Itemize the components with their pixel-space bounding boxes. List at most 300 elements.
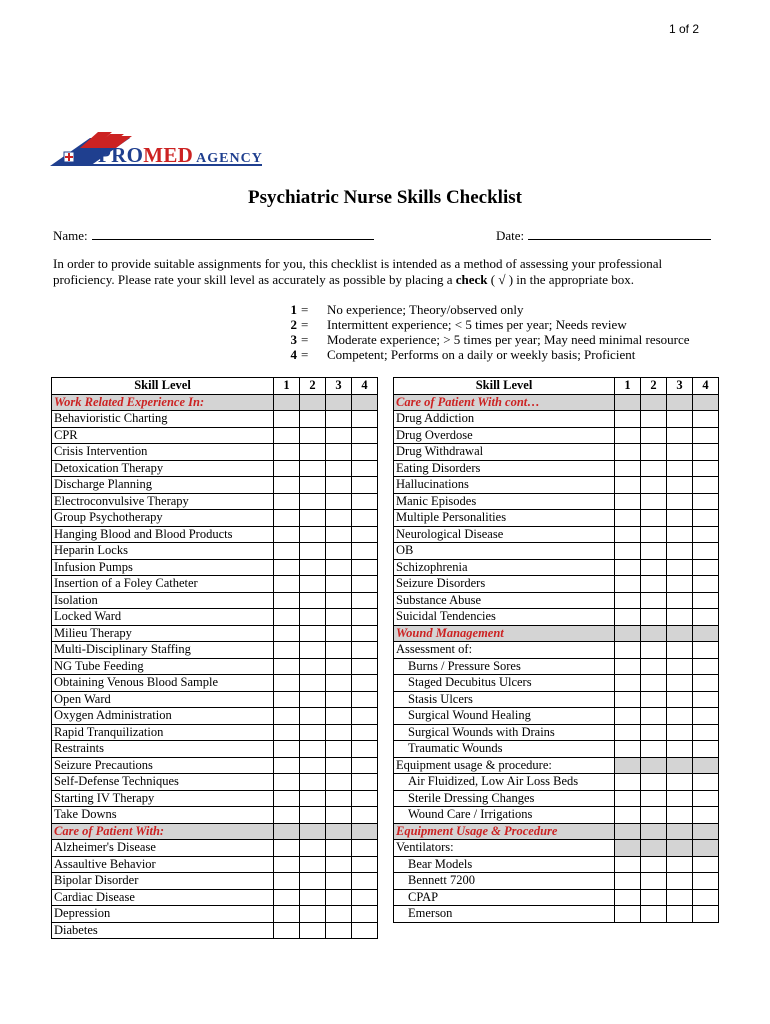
rating-box-level-2[interactable]	[300, 757, 326, 774]
rating-box-level-3[interactable]	[326, 477, 352, 494]
rating-box-level-2[interactable]	[641, 460, 667, 477]
rating-box-level-2[interactable]	[300, 774, 326, 791]
rating-box-level-2[interactable]	[641, 642, 667, 659]
rating-box-level-1[interactable]	[615, 708, 641, 725]
rating-box-level-4[interactable]	[352, 906, 378, 923]
rating-box-level-4[interactable]	[693, 708, 719, 725]
rating-box-level-3[interactable]	[326, 741, 352, 758]
table-row	[394, 741, 719, 758]
table-row	[394, 477, 719, 494]
rating-box-level-4[interactable]	[352, 724, 378, 741]
rating-box-level-1[interactable]	[615, 691, 641, 708]
rating-box-level-4[interactable]	[352, 493, 378, 510]
rating-box-level-3[interactable]	[667, 411, 693, 428]
table-row	[394, 856, 719, 873]
rating-box-level-4	[693, 394, 719, 411]
rating-box-level-4[interactable]	[693, 906, 719, 923]
rating-box-level-4[interactable]	[352, 625, 378, 642]
rating-box-level-3[interactable]	[667, 460, 693, 477]
rating-box-level-2[interactable]	[641, 790, 667, 807]
rating-box-level-3[interactable]	[667, 642, 693, 659]
rating-box-level-3[interactable]	[326, 625, 352, 642]
rating-box-level-1[interactable]	[274, 906, 300, 923]
rating-box-level-2[interactable]	[300, 411, 326, 428]
rating-box-level-2[interactable]	[300, 675, 326, 692]
rating-box-level-1[interactable]	[615, 526, 641, 543]
section-label: Work Related Experience In:	[52, 394, 274, 411]
rating-box-level-2	[641, 394, 667, 411]
rating-box-level-4[interactable]	[693, 807, 719, 824]
rating-box-level-3[interactable]	[667, 873, 693, 890]
rating-box-level-1[interactable]	[615, 724, 641, 741]
rating-box-level-2[interactable]	[641, 873, 667, 890]
rating-box-level-4[interactable]	[693, 592, 719, 609]
rating-box-level-2[interactable]	[300, 691, 326, 708]
rating-box-level-2[interactable]	[300, 741, 326, 758]
rating-box-level-4	[693, 625, 719, 642]
rating-box-level-4[interactable]	[693, 691, 719, 708]
skill-label: Wound Care / Irrigations	[394, 807, 615, 824]
rating-box-level-4[interactable]	[693, 675, 719, 692]
rating-box-level-1[interactable]	[615, 592, 641, 609]
rating-box-level-1[interactable]	[274, 790, 300, 807]
rating-box-level-4[interactable]	[352, 691, 378, 708]
rating-box-level-4[interactable]	[352, 873, 378, 890]
rating-box-level-2[interactable]	[641, 856, 667, 873]
date-field	[496, 227, 711, 244]
table-row	[394, 658, 719, 675]
rating-box-level-4[interactable]	[693, 609, 719, 626]
rating-box-level-1[interactable]	[274, 774, 300, 791]
table-row	[394, 427, 719, 444]
rating-box-level-4[interactable]	[352, 543, 378, 560]
rating-box-level-2[interactable]	[300, 873, 326, 890]
rating-box-level-1[interactable]	[274, 477, 300, 494]
rating-box-level-2[interactable]	[300, 493, 326, 510]
skill-label: Manic Episodes	[394, 493, 615, 510]
rating-box-level-1[interactable]	[615, 856, 641, 873]
skill-label: Electroconvulsive Therapy	[52, 493, 274, 510]
table-row	[394, 592, 719, 609]
rating-box-level-1	[274, 823, 300, 840]
rating-box-level-3[interactable]	[326, 444, 352, 461]
rating-box-level-3[interactable]	[667, 856, 693, 873]
rating-box-level-2[interactable]	[641, 576, 667, 593]
rating-box-level-1[interactable]	[615, 774, 641, 791]
rating-box-level-3[interactable]	[667, 576, 693, 593]
rating-box-level-4[interactable]	[693, 889, 719, 906]
rating-box-level-2[interactable]	[300, 609, 326, 626]
rating-box-level-4[interactable]	[352, 576, 378, 593]
rating-box-level-2[interactable]	[641, 444, 667, 461]
rating-box-level-4[interactable]	[693, 642, 719, 659]
rating-box-level-3[interactable]	[667, 790, 693, 807]
rating-box-level-4[interactable]	[693, 543, 719, 560]
rating-box-level-2[interactable]	[641, 493, 667, 510]
rating-box-level-3[interactable]	[326, 906, 352, 923]
rating-box-level-3[interactable]	[667, 609, 693, 626]
rating-box-level-3[interactable]	[667, 741, 693, 758]
rating-box-level-3[interactable]	[667, 526, 693, 543]
rating-box-level-1	[615, 757, 641, 774]
rating-box-level-1[interactable]	[274, 493, 300, 510]
rating-box-level-2[interactable]	[300, 889, 326, 906]
rating-box-level-1[interactable]	[615, 576, 641, 593]
rating-box-level-4[interactable]	[352, 708, 378, 725]
rating-box-level-2[interactable]	[300, 790, 326, 807]
rating-box-level-4	[352, 394, 378, 411]
rating-box-level-3[interactable]	[667, 675, 693, 692]
rating-box-level-2[interactable]	[641, 526, 667, 543]
rating-box-level-2[interactable]	[641, 559, 667, 576]
rating-box-level-4[interactable]	[693, 493, 719, 510]
rating-box-level-1[interactable]	[274, 675, 300, 692]
rating-box-level-2[interactable]	[641, 807, 667, 824]
table-row	[52, 856, 378, 873]
rating-box-level-4[interactable]	[693, 411, 719, 428]
rating-box-level-1[interactable]	[615, 543, 641, 560]
rating-box-level-1[interactable]	[615, 906, 641, 923]
legend-equals: =	[301, 347, 309, 362]
rating-box-level-1[interactable]	[274, 873, 300, 890]
rating-box-level-1[interactable]	[274, 427, 300, 444]
rating-box-level-1[interactable]	[615, 559, 641, 576]
rating-box-level-2[interactable]	[300, 427, 326, 444]
rating-box-level-3[interactable]	[667, 724, 693, 741]
rating-box-level-4[interactable]	[352, 642, 378, 659]
table-row	[52, 543, 378, 560]
rating-box-level-2[interactable]	[641, 609, 667, 626]
rating-box-level-1[interactable]	[274, 708, 300, 725]
rating-box-level-1[interactable]	[274, 856, 300, 873]
rating-box-level-3[interactable]	[326, 642, 352, 659]
rating-box-level-2[interactable]	[300, 543, 326, 560]
rating-box-level-2[interactable]	[300, 526, 326, 543]
rating-box-level-4[interactable]	[352, 807, 378, 824]
rating-box-level-2[interactable]	[641, 675, 667, 692]
skills-table-left	[51, 377, 378, 939]
rating-box-level-2[interactable]	[300, 460, 326, 477]
rating-box-level-1[interactable]	[274, 658, 300, 675]
rating-box-level-2[interactable]	[641, 906, 667, 923]
rating-box-level-4[interactable]	[693, 526, 719, 543]
rating-box-level-1[interactable]	[274, 625, 300, 642]
rating-box-level-1[interactable]	[274, 526, 300, 543]
rating-box-level-4[interactable]	[352, 444, 378, 461]
table-row	[394, 559, 719, 576]
table-row	[394, 873, 719, 890]
rating-box-level-1[interactable]	[615, 658, 641, 675]
rating-box-level-1[interactable]	[274, 592, 300, 609]
rating-box-level-4[interactable]	[693, 724, 719, 741]
rating-box-level-3[interactable]	[667, 592, 693, 609]
section-row	[52, 394, 378, 411]
rating-box-level-2[interactable]	[300, 922, 326, 939]
rating-box-level-3[interactable]	[667, 510, 693, 527]
rating-box-level-3[interactable]	[667, 906, 693, 923]
table-row	[52, 708, 378, 725]
skill-label: Cardiac Disease	[52, 889, 274, 906]
skill-label: Alzheimer's Disease	[52, 840, 274, 857]
rating-box-level-1[interactable]	[615, 444, 641, 461]
rating-box-level-1[interactable]	[274, 807, 300, 824]
table-row	[52, 691, 378, 708]
rating-box-level-1[interactable]	[274, 889, 300, 906]
rating-box-level-2[interactable]	[300, 658, 326, 675]
rating-box-level-1[interactable]	[615, 642, 641, 659]
rating-box-level-2[interactable]	[300, 576, 326, 593]
header-level-4: 4	[352, 378, 378, 395]
rating-box-level-4[interactable]	[352, 526, 378, 543]
rating-box-level-3	[326, 823, 352, 840]
table-row	[52, 658, 378, 675]
skill-label: Crisis Intervention	[52, 444, 274, 461]
rating-box-level-1[interactable]	[274, 609, 300, 626]
skill-label: Open Ward	[52, 691, 274, 708]
date-input-line[interactable]	[528, 227, 711, 240]
rating-box-level-4[interactable]	[693, 427, 719, 444]
rating-box-level-3[interactable]	[326, 807, 352, 824]
rating-box-level-2[interactable]	[641, 708, 667, 725]
rating-box-level-1[interactable]	[274, 460, 300, 477]
rating-box-level-3[interactable]	[326, 691, 352, 708]
rating-box-level-4[interactable]	[693, 444, 719, 461]
rating-box-level-3[interactable]	[326, 592, 352, 609]
rating-box-level-2	[300, 823, 326, 840]
legend-row	[275, 302, 690, 317]
rating-box-level-1[interactable]	[274, 922, 300, 939]
rating-box-level-3[interactable]	[326, 790, 352, 807]
rating-box-level-2[interactable]	[641, 592, 667, 609]
rating-box-level-2[interactable]	[641, 658, 667, 675]
rating-box-level-3[interactable]	[667, 543, 693, 560]
header-level-2: 2	[641, 378, 667, 395]
rating-box-level-1[interactable]	[274, 543, 300, 560]
skill-label: Diabetes	[52, 922, 274, 939]
skill-label: Eating Disorders	[394, 460, 615, 477]
rating-box-level-4[interactable]	[693, 559, 719, 576]
rating-box-level-4[interactable]	[352, 922, 378, 939]
rating-box-level-3[interactable]	[326, 724, 352, 741]
rating-box-level-1[interactable]	[615, 741, 641, 758]
rating-box-level-3[interactable]	[326, 774, 352, 791]
rating-box-level-3[interactable]	[326, 427, 352, 444]
rating-box-level-3[interactable]	[326, 889, 352, 906]
rating-box-level-4[interactable]	[352, 774, 378, 791]
rating-box-level-1[interactable]	[274, 724, 300, 741]
rating-box-level-2[interactable]	[641, 543, 667, 560]
rating-box-level-4[interactable]	[352, 889, 378, 906]
skill-label: Stasis Ulcers	[394, 691, 615, 708]
skill-label: Neurological Disease	[394, 526, 615, 543]
rating-box-level-3[interactable]	[326, 510, 352, 527]
rating-box-level-3[interactable]	[326, 658, 352, 675]
rating-box-level-3[interactable]	[326, 840, 352, 857]
rating-box-level-2[interactable]	[641, 411, 667, 428]
rating-box-level-1[interactable]	[274, 510, 300, 527]
rating-box-level-4[interactable]	[352, 592, 378, 609]
rating-box-level-3[interactable]	[326, 757, 352, 774]
legend-equals: =	[301, 302, 309, 317]
rating-box-level-4[interactable]	[352, 658, 378, 675]
section-row	[394, 625, 719, 642]
rating-box-level-4[interactable]	[352, 460, 378, 477]
rating-box-level-3[interactable]	[667, 444, 693, 461]
rating-box-level-4[interactable]	[352, 477, 378, 494]
rating-box-level-2[interactable]	[300, 592, 326, 609]
intro-text-2: ( √ ) in the appropriate box.	[487, 271, 634, 287]
rating-box-level-1[interactable]	[274, 444, 300, 461]
rating-box-level-3[interactable]	[326, 856, 352, 873]
rating-box-level-3[interactable]	[326, 411, 352, 428]
rating-box-level-2[interactable]	[641, 427, 667, 444]
table-row	[394, 444, 719, 461]
rating-box-level-4[interactable]	[693, 856, 719, 873]
rating-box-level-2[interactable]	[300, 642, 326, 659]
rating-box-level-1[interactable]	[274, 642, 300, 659]
table-header-row	[52, 378, 378, 395]
rating-box-level-4[interactable]	[693, 576, 719, 593]
skill-label: Emerson	[394, 906, 615, 923]
rating-box-level-1[interactable]	[615, 807, 641, 824]
rating-box-level-2[interactable]	[300, 444, 326, 461]
rating-box-level-3[interactable]	[326, 576, 352, 593]
rating-box-level-2[interactable]	[300, 724, 326, 741]
name-input-line[interactable]	[92, 227, 374, 240]
rating-box-level-2[interactable]	[641, 724, 667, 741]
rating-box-level-3[interactable]	[326, 675, 352, 692]
skill-label: Multiple Personalities	[394, 510, 615, 527]
table-row	[52, 559, 378, 576]
rating-box-level-4[interactable]	[352, 411, 378, 428]
rating-box-level-4[interactable]	[693, 510, 719, 527]
skill-label: Hallucinations	[394, 477, 615, 494]
table-row	[52, 840, 378, 857]
rating-box-level-2[interactable]	[300, 477, 326, 494]
skill-label: Equipment usage & procedure:	[394, 757, 615, 774]
skill-label: Ventilators:	[394, 840, 615, 857]
rating-box-level-3[interactable]	[667, 493, 693, 510]
rating-box-level-4[interactable]	[693, 460, 719, 477]
rating-box-level-3[interactable]	[667, 559, 693, 576]
rating-box-level-3[interactable]	[326, 559, 352, 576]
table-row	[52, 576, 378, 593]
rating-box-level-1[interactable]	[274, 757, 300, 774]
table-row	[52, 922, 378, 939]
rating-box-level-2[interactable]	[641, 774, 667, 791]
rating-box-level-1[interactable]	[274, 576, 300, 593]
legend-key: 4	[290, 347, 297, 362]
rating-box-level-2[interactable]	[641, 510, 667, 527]
rating-box-level-2[interactable]	[641, 889, 667, 906]
rating-box-level-3[interactable]	[667, 691, 693, 708]
table-row	[52, 592, 378, 609]
rating-box-level-1[interactable]	[274, 840, 300, 857]
legend-text: Intermittent experience; < 5 times per year; Needs review	[327, 317, 627, 332]
rating-box-level-3[interactable]	[667, 658, 693, 675]
rating-box-level-1[interactable]	[615, 427, 641, 444]
rating-box-level-4[interactable]	[352, 741, 378, 758]
rating-box-level-2[interactable]	[300, 559, 326, 576]
rating-box-level-3[interactable]	[667, 774, 693, 791]
rating-box-level-4[interactable]	[693, 790, 719, 807]
table-row	[52, 427, 378, 444]
rating-box-level-1[interactable]	[274, 741, 300, 758]
rating-box-level-1[interactable]	[274, 411, 300, 428]
rating-box-level-2[interactable]	[300, 906, 326, 923]
rating-box-level-4[interactable]	[352, 559, 378, 576]
rating-box-level-2	[641, 757, 667, 774]
rating-box-level-2[interactable]	[641, 477, 667, 494]
table-row	[52, 873, 378, 890]
rating-box-level-4[interactable]	[352, 757, 378, 774]
rating-box-level-4[interactable]	[693, 873, 719, 890]
rating-box-level-2[interactable]	[641, 741, 667, 758]
rating-box-level-1[interactable]	[615, 460, 641, 477]
rating-box-level-3[interactable]	[326, 493, 352, 510]
rating-box-level-4[interactable]	[352, 427, 378, 444]
rating-box-level-1[interactable]	[615, 477, 641, 494]
rating-box-level-1[interactable]	[615, 675, 641, 692]
rating-box-level-4[interactable]	[352, 675, 378, 692]
rating-box-level-4[interactable]	[352, 856, 378, 873]
rating-box-level-2[interactable]	[300, 840, 326, 857]
rating-box-level-2[interactable]	[300, 807, 326, 824]
rating-box-level-4[interactable]	[352, 840, 378, 857]
rating-box-level-4[interactable]	[693, 477, 719, 494]
rating-box-level-4[interactable]	[352, 510, 378, 527]
rating-box-level-1[interactable]	[615, 609, 641, 626]
rating-box-level-3[interactable]	[326, 609, 352, 626]
rating-box-level-1[interactable]	[615, 873, 641, 890]
rating-box-level-1[interactable]	[274, 559, 300, 576]
section-row	[394, 394, 719, 411]
rating-box-level-3[interactable]	[667, 477, 693, 494]
rating-box-level-3[interactable]	[326, 708, 352, 725]
rating-box-level-3[interactable]	[667, 708, 693, 725]
rating-box-level-4[interactable]	[352, 790, 378, 807]
rating-box-level-2[interactable]	[300, 625, 326, 642]
rating-box-level-4[interactable]	[693, 774, 719, 791]
rating-legend	[275, 302, 690, 362]
rating-box-level-2[interactable]	[300, 856, 326, 873]
rating-box-level-3[interactable]	[667, 889, 693, 906]
rating-box-level-3[interactable]	[326, 873, 352, 890]
rating-box-level-2[interactable]	[641, 691, 667, 708]
rating-box-level-2[interactable]	[300, 510, 326, 527]
brand-med: MED	[143, 143, 194, 167]
rating-box-level-1[interactable]	[615, 411, 641, 428]
rating-box-level-3[interactable]	[667, 807, 693, 824]
skill-label: Hanging Blood and Blood Products	[52, 526, 274, 543]
rating-box-level-4[interactable]	[693, 741, 719, 758]
rating-box-level-1[interactable]	[615, 790, 641, 807]
rating-box-level-1[interactable]	[615, 510, 641, 527]
rating-box-level-1[interactable]	[615, 493, 641, 510]
rating-box-level-3[interactable]	[326, 526, 352, 543]
rating-box-level-3[interactable]	[326, 922, 352, 939]
rating-box-level-1[interactable]	[274, 691, 300, 708]
rating-box-level-3[interactable]	[667, 427, 693, 444]
table-row	[394, 526, 719, 543]
rating-box-level-2	[641, 823, 667, 840]
rating-box-level-4[interactable]	[352, 609, 378, 626]
rating-box-level-1[interactable]	[615, 889, 641, 906]
rating-box-level-3[interactable]	[326, 460, 352, 477]
rating-box-level-3[interactable]	[326, 543, 352, 560]
rating-box-level-4[interactable]	[693, 658, 719, 675]
rating-box-level-2[interactable]	[300, 708, 326, 725]
